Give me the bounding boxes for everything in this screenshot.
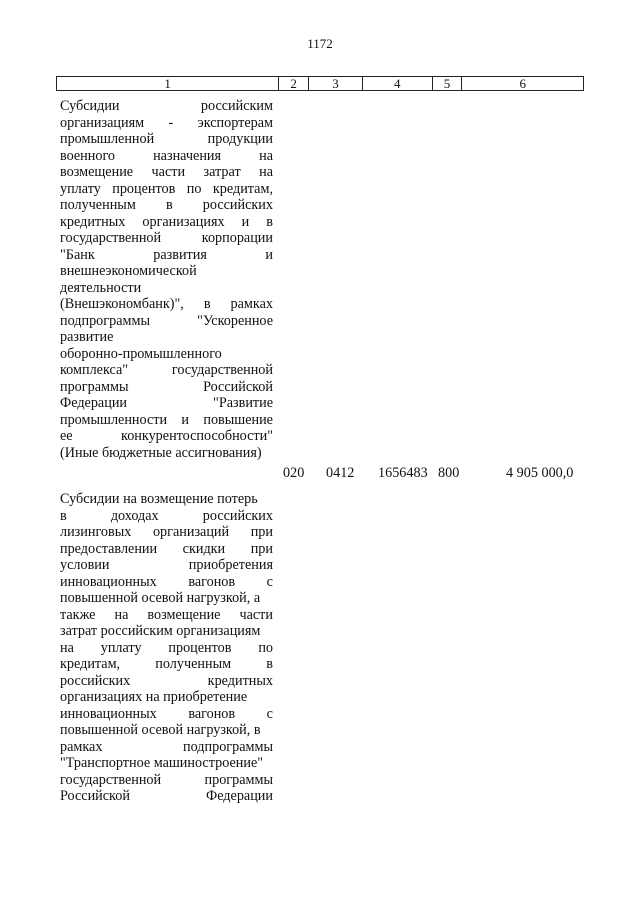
description-word: повышение	[203, 411, 273, 428]
description-word: лизинговых	[60, 524, 132, 540]
description-word: на	[114, 606, 129, 623]
description-word: с	[266, 573, 273, 590]
description-line	[60, 689, 273, 706]
description-word: полученным	[155, 656, 232, 672]
description-line	[60, 640, 273, 657]
description-word: возмещение	[60, 164, 134, 180]
description-line	[60, 673, 273, 690]
description-word: Федерации	[205, 788, 273, 804]
description-line	[60, 722, 273, 739]
expense-type-code: 800	[438, 465, 460, 481]
description-word: возмещение	[147, 606, 221, 623]
description-word: военного	[60, 147, 116, 164]
description-word: конкурентоспособности"	[121, 428, 273, 444]
description-line	[60, 623, 273, 640]
description-word: оборонно-промышленного	[60, 345, 222, 362]
description-word: "Ускоренное	[197, 312, 273, 329]
description-word: в	[266, 656, 273, 672]
description-word: российских	[202, 507, 273, 524]
description-word: кредитам,	[60, 656, 121, 672]
row-description	[60, 98, 273, 461]
description-word: организаций	[152, 524, 230, 540]
description-word: условии	[60, 557, 110, 573]
description-word: предоставлении	[60, 540, 158, 557]
description-word: государственной	[171, 362, 273, 378]
description-word: скидки	[182, 540, 226, 557]
description-line	[60, 508, 273, 525]
description-word: государственной	[60, 230, 162, 246]
description-line	[60, 557, 273, 574]
description-word: российских	[202, 197, 273, 213]
table-row	[60, 491, 273, 805]
description-line	[60, 412, 273, 429]
description-word: рамках	[230, 296, 273, 312]
description-word: промышленной	[60, 131, 155, 147]
description-word: процентов	[168, 639, 232, 656]
description-word: программы	[60, 378, 129, 395]
description-word: при	[250, 524, 273, 540]
description-word: затрат российским организациям	[60, 623, 261, 639]
description-word: инновационных	[60, 573, 157, 590]
description-word: в	[165, 197, 173, 213]
description-word: по	[186, 180, 202, 197]
description-word: доходах	[110, 507, 159, 524]
description-line	[60, 524, 273, 541]
column-header-4: 4	[362, 77, 432, 90]
column-header-6: 6	[461, 77, 583, 90]
description-word: по	[258, 639, 273, 656]
section-code: 0412	[326, 465, 355, 481]
description-word: вагонов	[188, 705, 236, 722]
description-line	[60, 706, 273, 723]
description-line	[60, 164, 273, 181]
description-line	[60, 772, 273, 789]
description-word: процентов	[112, 180, 176, 197]
description-word: российских	[60, 672, 131, 689]
description-word: на	[60, 639, 74, 656]
description-line	[60, 574, 273, 591]
amount-value: 4 905 000,0	[506, 465, 574, 481]
description-line	[60, 263, 273, 280]
description-word: организациях на приобретение	[60, 689, 248, 705]
description-line	[60, 395, 273, 412]
row-codes	[0, 465, 640, 482]
description-word: организациям	[60, 114, 145, 131]
description-word: (Иные бюджетные ассигнования)	[60, 444, 262, 461]
description-word: Российской	[60, 788, 130, 804]
description-line	[60, 445, 273, 462]
description-word: в	[60, 507, 67, 524]
description-line	[60, 131, 273, 148]
description-word: уплату	[100, 639, 142, 656]
description-word: подпрограммы	[183, 738, 273, 755]
description-word: приобретения	[188, 557, 273, 573]
description-line	[60, 541, 273, 558]
description-word: "Развитие	[213, 395, 273, 411]
description-word: "Транспортное машиностроение"	[60, 755, 264, 771]
column-header-1: 1	[164, 76, 171, 91]
description-line	[60, 379, 273, 396]
description-line	[60, 607, 273, 624]
column-header-3: 3	[308, 77, 362, 90]
description-word: Субсидии на возмещение потерь	[60, 491, 258, 507]
description-line	[60, 329, 273, 346]
description-word: корпорации	[201, 230, 273, 246]
description-line	[60, 491, 273, 508]
description-line	[60, 313, 273, 330]
description-word: полученным	[60, 197, 136, 213]
description-line	[60, 739, 273, 756]
description-word: экспортерам	[197, 114, 273, 131]
description-word: в	[266, 213, 273, 230]
description-word: продукции	[207, 131, 273, 147]
description-line	[60, 148, 273, 165]
description-word: промышленности	[60, 411, 168, 428]
description-word: части	[239, 606, 273, 623]
description-line	[60, 362, 273, 379]
ministry-code: 020	[283, 465, 305, 481]
description-word: российским	[200, 98, 273, 114]
description-word: затрат	[203, 164, 241, 180]
description-line	[60, 214, 273, 231]
description-word: назначения	[153, 147, 222, 164]
description-line	[60, 247, 273, 264]
description-line	[60, 181, 273, 198]
description-word: и	[181, 411, 189, 428]
description-word: уплату	[60, 180, 101, 197]
description-word: Федерации	[60, 395, 128, 411]
description-word: государственной	[60, 771, 162, 788]
table-row	[60, 98, 273, 461]
description-word: программы	[204, 771, 273, 788]
description-word: при	[250, 540, 273, 557]
description-line	[60, 98, 273, 115]
description-word: организациях	[142, 213, 225, 230]
description-word: развитие	[60, 329, 114, 345]
description-word: "Банк	[60, 246, 95, 263]
description-word: (Внешэкономбанк)",	[60, 296, 184, 312]
table-header-row	[56, 76, 584, 91]
description-word: кредитных	[60, 213, 126, 230]
description-word: также	[60, 606, 96, 623]
description-line	[60, 296, 273, 313]
description-word: подпрограммы	[60, 312, 150, 329]
description-word: вагонов	[188, 573, 236, 590]
description-word: инновационных	[60, 705, 157, 722]
description-line	[60, 346, 273, 363]
description-word: внешнеэкономической	[60, 263, 197, 279]
description-line	[60, 755, 273, 772]
column-header-2: 2	[278, 77, 308, 90]
description-word: повышенной осевой нагрузкой, а	[60, 590, 261, 606]
description-word: Субсидии	[60, 98, 120, 114]
description-word: кредитных	[207, 672, 273, 689]
description-word: деятельности	[60, 279, 142, 296]
description-line	[60, 115, 273, 132]
description-line	[60, 230, 273, 247]
description-word: повышенной осевой нагрузкой, в	[60, 722, 261, 738]
page-number: 1172	[307, 36, 333, 51]
description-word: ее	[60, 428, 73, 444]
description-word: кредитам,	[212, 180, 273, 197]
description-line	[60, 280, 273, 297]
row-description	[60, 491, 273, 805]
description-word: части	[151, 164, 186, 180]
description-word: -	[168, 114, 174, 131]
description-word: и	[241, 213, 250, 230]
description-line	[60, 590, 273, 607]
target-article-code: 1656483	[378, 465, 428, 481]
description-line	[60, 788, 273, 805]
description-line	[60, 197, 273, 214]
description-word: рамках	[60, 738, 103, 755]
description-word: и	[265, 246, 273, 263]
description-word: в	[203, 296, 211, 312]
column-header-5: 5	[432, 77, 462, 90]
description-line	[60, 656, 273, 673]
description-word: комплекса"	[60, 362, 129, 378]
description-line	[60, 428, 273, 445]
description-word: с	[266, 705, 273, 722]
description-word: развития	[153, 246, 207, 263]
description-word: на	[259, 147, 273, 164]
description-word: Российской	[203, 378, 273, 395]
description-word: на	[259, 164, 273, 180]
